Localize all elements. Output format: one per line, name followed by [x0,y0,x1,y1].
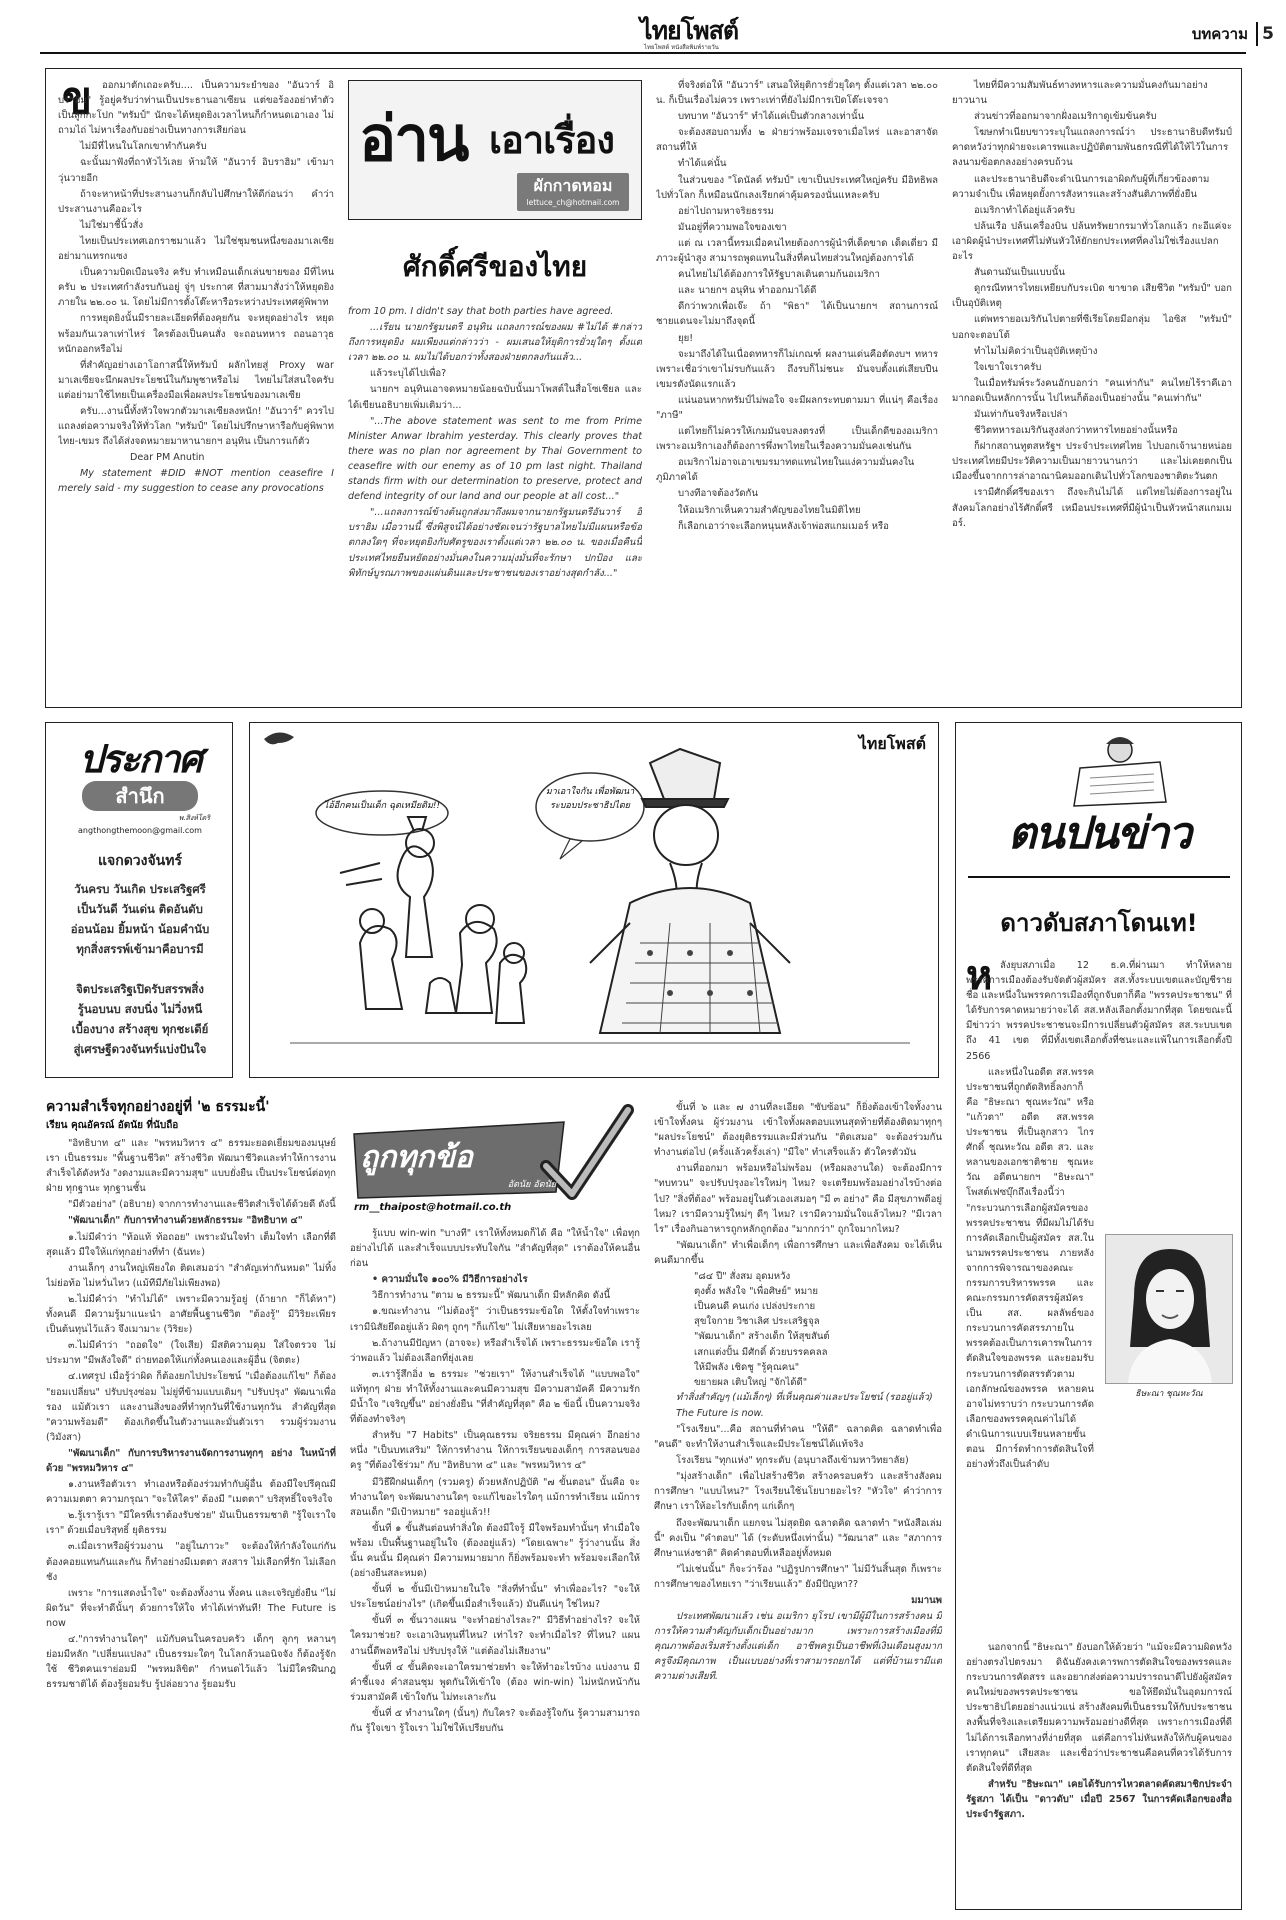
para: ๑.ไม่มีคำว่า "ท้อแท้ ท้อถอย" เพราะมันใจทำ เต็มใจทำ เลือกที่ดีสุดแล้ว มีใจให้แก่ทุกอย่างที่ทำ (ฉันทะ) [46,1231,336,1258]
para: ๔.เทศรูป เมื่อรู้ว่าผิด ก็ต้องยกไปประโยชน์ "เมื่อต้องแก้ไข" ก็ต้อง "ยอมเปลี่ยน" ปรับปรุงซ่อม ไม่ยู่ที่ข้ามแบบเดิมๆ "ปรับปรุง" พัฒนาเพื่อรอง แม้ตัวเรา และงานสิ่งของที่ทำทุกวันที่ใช้งานทุกวัน สำคัญที่สุด "ความพร้อมดี" ต้องเกิดขึ้นในตัวงานและมั่นตัวเรา รวมผู้ร่วมงาน (วิมังสา) [46,1371,336,1443]
poem-box [45,722,233,1078]
dharma-col-c [654,1100,942,1910]
author-name: ผักกาดหอม [533,176,613,195]
para: ดูกรณีทหารไทยเหยียบกับระเบิด ขาขาด เสียชีวิต "ทรัมป์" บอกเป็นอุบัติเหตุ [952,283,1232,310]
thuk-logo: ถูกทุกข้อ [360,1140,473,1175]
para: สันดานมันเป็นแบบนั้น [974,267,1065,279]
poem-title: แจกดวงจันทร์ [97,853,182,869]
poem-email: angthongthemoon@gmail.com [78,826,202,835]
para: โฆษกทำเนียบขาวระบุในแถลงการณ์ว่า ประธานาธิบดีทรัมป์คาดหวังว่าทุกฝ่ายจะเคารพและปฏิบัติตามพันธกรณีที่ได้ให้ไว้ในการลงนามข้อตกลงอย่างครบถ้วน [952,127,1232,169]
para: "มุ่งสร้างเด็ก" เพื่อไปสร้างชีวิต สร้างครอบครัว และสร้างสังคม การศึกษา "แบบไหน?" โรงเรียนใช้นโยบายอะไร? "หัวใจ" คำว่าการศึกษา เราให้อะไรกับเด็กๆ แก่เด็กๆ [654,1471,942,1513]
article-col-b [348,304,642,704]
cartoon-logo: ไทยโพสต์ [858,734,926,753]
author-email: lettuce_ch@hotmail.com [526,198,620,207]
para: งานเล็กๆ งานใหญ่เพียงใด ติดเสมอว่า "สำคัญเท่ากันหมด" ไม่ทิ้ง ไม่ย่อท้อ ไม่หวั่นไหว (แม้ทีมีภัยไม่เพียงพอ) [46,1262,336,1289]
para: "โรงเรียน"...คือ สถานที่ทำคน "ให้ดี" ฉลาดคิด ฉลาดทำเพื่อ "คนดี" จะทำให้งานสำเร็จและมีประโยชน์ได้แท้จริง [654,1423,942,1451]
para: มีวิธีฝึกฝนเด็กๆ (รวมครู) ด้วยหลักปฏิบัติ "๗ ขั้นตอน" นั้นคือ จะทำงานใดๆ จะพัฒนางานใดๆ จะแก้ไขอะไรใดๆ แม้การทำเรียน แม้การสอนเด็ก "มีเป้าหมาย" รออยู่แล้ว!! [350,1476,640,1518]
para: เป็นความบิดเบือนจริง ครับ ทำเหมือนเด็กเล่นขายของ มีที่ไหนครับ ๒ ประเทศกำลังรบกันอยู่ จู่ๆ ประกาศ ที่สามมาสั่งว่าให้หยุดยิงภายใน ๒๒.๐๐ น. โดยไม่มีการตั้งโต๊ะหารือระหว่างประเทศคู่พิพาท [58,267,334,309]
para: "...The above statement was sent to me from Prime Minister Anwar Ibrahim yesterday. This clearly proves that there was no plan nor agreement by Thai Government to ceasefire with our enemy as of 10 pm last night. Thailand stands firm with our determination to preserve, protect and defend integrity of our land and our people at all cost..." [348,415,642,503]
poem-line: อ่อนน้อม ยิ้มหน้า น้อมคำนับ [70,922,210,936]
para: ที่สำคัญอย่างเอาโอกาสนี้ให้ทรัมป์ ผลักไทยสู่ Proxy war มาเลเซียจะนึกผลประโยชน์ในกัมพูชาหรือไม่ ไทยไม่ใส่สนใจครับ แต่อย่ามาใช้ไทยเป็นเครื่องมือเพื่อผลประโยชน์ของมาเลเซีย [58,359,334,401]
poem-line: สู่เศรษฐีดวงจันทร์แบ่งปันใจ [73,1042,207,1056]
verse-line: เสกแต่งปั้น มีศักดิ์ ด้วยบรรคคลล [694,1346,828,1358]
para: • ความมั่นใจ ๑๐๐% มีวิธีการอย่างไร [372,1274,528,1286]
thuk-logo-box [350,1104,640,1222]
column-logo-big: อ่าน [359,102,468,175]
para: ขั้นที่ ๕ ทำงานใดๆ (นั้นๆ) กับใคร? จะต้องรู้ใจกัน รู้ความสามารถกัน รู้ใจเขา รู้ใจเรา ไม่ใช่ให้เปรียบกัน [350,1707,640,1734]
para: แล้วระบุได้ไปเพื่อ? [370,368,447,380]
para: ในเมื่อทรัมพ์ระวังคนอักบอกว่า "คนเท่ากัน" คนไทยไร้ราคีเอามากอดเป็นหลักการนั้น ไปไหนก็ต้องเป็นอย่างนั้น "คนเท่ากัน" [952,377,1232,404]
para: ๓.เรารู้สึกอิ่ง ๒ ธรรมะ "ช่วยเรา" ให้งานสำเร็จได้ "แบบพอใจ" แท้ทุกๆ ฝ่าย ทำให้ทั้งงานและคนมีความสุข มีความสามัคคี มีความรัก มีน้ำใจ "เจริญขึ้น" อย่างยั่งยืน "ที่สำคัญที่สุด" คือ ๒ ข้อนี้ เป็นความจริงที่ต้องทำจริงๆ [350,1368,640,1426]
para: ไทยเป็นประเทศเอกราชมาแล้ว ไม่ใช่ชุมชนหนึ่งของมาเลเซีย อย่ามาแทรกแซง [58,235,334,263]
dharma-col-a [46,1136,336,1910]
para: โรงเรียน "ทุกแห่ง" ทุกระดับ (อนุบาลถึงเข้ามหาวิทยาลัย) [676,1455,909,1467]
masthead-tagline: ไทยโพสต์ หนังสือพิมพ์รายวัน [644,44,719,51]
article-col-d [952,78,1232,702]
para: ออกมาตักเถอะครับ.... เป็นความระยำของ "อันวาร์ อิบราฮิม" รู้อยู่ครับว่าท่านเป็นประธานอาเซียน แต่ขอร้องอย่าทำตัวเป็นลูกกะโปก "ทรัมป์" นักจะได้หยุดยิงเวลาไหนก็กำหนดเอาเอง ไม่ถามไถ่ ไม่หาเรื่องกับอย่างเป็นทางการเสียก่อน [58,80,334,137]
para: ก็ฝากสถานทูตสหรัฐฯ ประจำประเทศไทย ไปบอกเจ้านายหน่อย ประเทศไทยมีประวัติความเป็นมายาวนานกว่า และไม่เคยตกเป็นเมืองขึ้นจากการล่าอาณานิคมออกเดินไปทั่วโลกของชาติตะวันตก [952,441,1232,483]
para: บทบาท "อันวาร์" ทำได้แค่เป็นตัวกลางเท่านั้น [678,111,865,123]
para: แต่ ณ เวลานี้ทรมเมื่อคนไทยต้องการผู้นำที่เด็ดขาด เด็ดเดี่ยว มีภาวะผู้นำสูง สามารถพูดแทนในสิ่งที่คนไทยส่วนใหญ่ต้องการได้ [656,237,938,265]
para: นอกจากนี้ "ธิษะณา" ยังบอกให้ด้วยว่า "แม้จะมีความผิดหวังอย่างตรงไปตรงมา ดิฉันยังคงเคารพการตัดสินใจของพรรคและกระบวนการคัดสรร และอยากส่งต่อความปรารถนาดีไปยังผู้สมัครคนใหม่ของพรรคประชาชน ขอให้ยึดมั่นในอุดมการณ์ประชาธิปไตยอย่างแน่วแน่ สร้างสังคมที่เป็นธรรมให้กับประชาชน ลงพื้นที่จริงและเตรียมความพร้อมอย่างดีที่สุด เพราะการเมืองที่ดีไม่ได้การเลือกทางที่ง่ายที่สุด แต่คือการไม่หันหลังให้กับผู้คนของเราทุกคน" เสียสละ และเชื่อว่าประชาชนคือคนที่ควรได้รับการตัดสินใจที่ดีที่สุด [966,1642,1232,1774]
para: นายกฯ อนุทินเอาจดหมายน้อยฉบับนั้นมาโพสต์ในสื่อโซเชียล และได้เขียนอธิบายเพิ่มเติมว่า... [348,384,642,411]
para: "อิทธิบาท ๔" และ "พรหมวิหาร ๔" ธรรมะยอดเยี่ยมของมนุษย์เรา เป็นธรรมะ "พื้นฐานชีวิต" สร้างชีวิต พัฒนาชีวิตและทำให้การงานสำเร็จได้ดังหวัง "งดงามและมีความสุข" แบบยั่งยืน เป็นประโยชน์ต่อทุกฝ่าย ทุกฐานะ ทุกฐานชั้น [46,1138,336,1195]
drop-cap: ข [62,73,93,124]
para: ไม่มีที่ไหนในโลกเขาทำกันครับ [80,141,207,153]
para: ขั้นที่ ๓ ขั้นวางแผน "จะทำอย่างไรละ?" มีวิธีทำอย่างไร? จะให้ใครมาช่วย? จะเอาเงินทุนที่ไหน? เท่าไร? จะทำเมื่อไร? ที่ไหน? แผนงานนี้ดีพอหรือไม่ ปรับปรุงให้ "แต่ต้องไม่เสียงาน" [350,1615,640,1657]
para: และประธานาธิบดีจะดำเนินการเอาผิดกับผู้ที่เกี่ยวข้องตามความจำเป็น เพื่อหยุดยั้งการสังหารและสร้างสันติภาพที่ยั่งยืน [952,173,1210,200]
thuk-author: อัตนัย อัตนัย [507,1180,556,1190]
para: The Future is now. [676,1407,764,1419]
tonpon-logo: ตนปนข่าว [1007,808,1191,859]
para: ทำได้แค่นั้น [678,158,727,170]
para: เพราะ "การแสดงน้ำใจ" จะต้องทั้งงาน ทั้งคน และเจริญยั่งยืน "ไม่ผิดวัน" ที่จะทำดีนั้นๆ ด้วยการให้ใจ ทำได้เท่าทันที! The Future is now [46,1587,336,1629]
dharma-byline: เรียน คุณอัครณ์ อัตนัย ที่นับถือ [46,1120,179,1131]
para: แต่ไทยก็ไม่ควรให้เกมมันจบลงตรงที่ เป็นเด็กดีของอเมริกา เพราะอเมริกาเองก็ต้องการพึ่งพาไทยในเรื่องความมั่นคงเช่นกัน [656,426,938,453]
para: ขั้นที่ ๖ และ ๗ งานที่ละเอียด "ซับซ้อน" ก็ยิ่งต้องเข้าใจทั้งงาน เข้าใจทั้งคน ผู้ร่วมงาน เข้าใจทั้งผลตอบแทนสุดท้ายที่ต้องติดมาทุกๆ "ผลประโยชน์" ต้องยุติธรรมและมีส่วนกัน "ติดเสมอ" จะต้องร่วมกันทำงานต่อไป (ครั้งแล้วครั้งเล่า) "มีใจ" ทำเสร็จแล้ว ตัวใครตัวมัน [654,1102,942,1159]
para: "มีตัวอย่าง" (อธิบาย) จากการทำงานและชีวิตสำเร็จได้ด้วยดี ดังนี้ [68,1199,336,1211]
para: ๓.เมื่อเราหรือผู้ร่วมงาน "อยู่ในภาวะ" จะต้องให้กำลังใจแก่กัน ต้องคอยแทนกันและกัน ก็ทำอย่างมีเมตตา สงสาร ไม่เลือกที่รัก ไม่เลือกชัง [46,1541,336,1583]
para: ทำสิ่งสำคัญๆ (แม้เล็กๆ) ที่เห็นคุณค่าและประโยชน์ (รออยู่แล้ว) [676,1391,933,1403]
verse-line: ตุงตั้ง พลังใจ "เพื่อศิษย์" หมาย [694,1286,819,1298]
para: ๑.ขณะทำงาน "ไม่ต้องรู้" ว่าเป็นธรรมะข้อใด ให้ตั้งใจทำเพราะเรามีนิสัยยึดอยู่แล้ว ผิดๆ ถูกๆ "ก็แก้ไข" ไม่เสียหายอะไรเลย [350,1306,640,1333]
para: "...แถลงการณ์ข้างต้นถูกส่งมาถึงผมจากนายกรัฐมนตรีอันวาร์ อิบราฮิม เมื่อวานนี้ ซึ่งพิสูจน์ได้อย่างชัดเจนว่ารัฐบาลไทยไม่มีแผนหรือข้อตกลงใดๆ ที่จะหยุดยิงกับศัตรูของเราตั้งแต่เวลา ๒๒.๐๐ น. ของเมื่อคืนนี้ ประเทศไทยยืนหยัดอย่างมั่นคงในความมุ่งมั่นที่จะรักษา ปกป้อง และพิทักษ์บูรณภาพของแผ่นดินและประชาชนของเราอย่างสุดกำลัง..." [348,507,642,579]
para: สำหรับ "ธิษะณา" เคยได้รับการไหวตลาดคัดสมาชิกประจำรัฐสภา ได้เป็น "ดาวดับ" เมื่อปี 2567 ในการคัดเลือกของสื่อประจำรัฐสภา. [966,1778,1232,1821]
poem-line: วันครบ วันเกิด ประเสริฐศรี [74,882,206,896]
para: ถ้าจะหาหน้าที่ประสานงานก็กลับไปศึกษาให้ดีก่อนว่า คำว่าประสานงานคืออะไร [58,188,334,215]
poem-logo-subtitle: สำนึก [115,784,165,808]
reading-man-illustration [1060,728,1180,808]
para: ๓.ไม่มีคำว่า "ถอดใจ" (ใจเสีย) มีสติความคุม ใส่ใจตรวจ ไม่ประมาท "มีพลังใจดี" ถ่ายทอดให้แก่ทั้งคนเองและผู้อื่น (จิตตะ) [46,1340,336,1367]
para: "พัฒนาเด็ก" กับการบริหารงานจัดการงานทุกๆ อย่าง ในหน้าที่ด้วย "พรหมวิหาร ๔" [46,1447,336,1474]
page-number: 5 [1256,22,1278,46]
para: มันอยู่ที่ความพอใจของเขา [678,221,787,233]
para: อย่าไปถามหาจริยธรรม [678,205,774,217]
para: มันเท่ากันจริงหรือเปล่า [974,408,1068,420]
para: จะมาถึงได้ในเนื่อดทหารก็ไม่เกณฑ์ ผลงานเด่นคือตัดงบฯ ทหารเพราะเชื่อว่าเขาไม่รบกันแล้ว ถึงรบก็ไม่ชนะ มันจบตั้งแต่เสียบปืนเขมรดังนัดแรกแล้ว [656,348,938,390]
signature: มมานพ [911,1595,942,1606]
para: การหยุดยิงนั้นมีรายละเอียดที่ต้องคุยกัน จะหยุดอย่างไร หยุดพร้อมกันเวลาเท่าไหร่ ใครต้องเป็นคนสั่ง จะถอนทหาร ถอนอาวุธหนักออกหรือไม่ [58,313,334,355]
cartoon-frame [249,722,939,1078]
section-label: บทความ [1191,25,1248,43]
para: ครับ...งานนี้ทั้งหัวใจพวกตัวมาเลเซียลงหนัก! "อันวาร์" ควรไปแถลงต่อความจริงให้ทั่วโลก "ทรัมป์" โดยไม่ปรึกษาหารือกับคู่พิพาทไทย-เขมร ถึงได้ส่งจดหมายมาหานายกฯ อนุทิน เป็นการแก้ตัว [58,405,334,448]
para: บางทีอาจต้องวัดกัน [678,488,758,500]
poem-line: เบื้องบาง สร้างสุข ทุกชะเดีย์ [71,1022,209,1036]
article-headline: ศักดิ์ศรีของไทย [402,250,588,283]
para: อเมริกาทำได้อยู่แล้วครับ [974,204,1075,216]
para: ๒.ถ้างานมีปัญหา (อาจจะ) หรือสำเร็จได้ เพราะธรรมะข้อใด เรารู้ว่าพอแล้ว ไม่ต้องเลือกที่ยุ่งเลย [350,1337,640,1364]
para: ส่วนข่าวที่ออกมาจากฝั่งอเมริกาดูเข้มข้นครับ [974,111,1157,123]
para: งานที่ออกมา พร้อมหรือไม่พร้อม (หรือผลงานใด) จะต้องมีการ "ทบทวน" จะปรับปรุงอะไรใหม่ๆ ไหม? จะเตรียมพร้อมอย่างไรบ้างต่อไป? "สิ่งที่ต้อง" พร้อมอยู่ในตัวเองเสมอๆ "มี ๓ อย่าง" คือ มีสุขภาพดีอยู่ไหม? เรามีความรู้ใหม่ๆ ดีๆ ไหม? เรามีความมั่นใจแล้วไหม? "มีเวลาไร" เรื่องกินอาหารถูกหลักถูกต้อง "มากกว่า" ถูกใจมากไหม? [654,1163,942,1235]
thuk-email: rm__thaipost@hotmail.co.th [354,1202,512,1213]
para: "ไม่เช่นนั้น" ก็จะว่าร้อง "ปฏิรูปการศึกษา" ไม่มีวันสิ้นสุด ก็เพราะการศึกษาของไทยเรา "ว่าเรียนแล้ว" ยังมีปัญหา?? [654,1563,942,1590]
para: ๑.งานหรือตัวเรา ทำเองหรือต้องร่วมทำกับผู้อื่น ต้องมีใจปรีคุณมีความเมตตา ความกรุณา "จะให้ใคร" ต้องมี "เมตตา" บริสุทธิ์ใจจริงใจ [46,1479,336,1506]
para: ยุย! [678,332,694,344]
para: ๒.ไม่มีคำว่า "ทำไม่ได้" เพราะมีความรู้อยู่ (ถ้ายาก "ก็ได้หา") ทั้งคนดี มีความรู้มาแนะนำ อาศัยพื้นฐานชีวิต "ต้องรู้" มีวิริยะเพียร เป็นต้นทุนไว้แล้ว จึงเมามาะ (วิริยะ) [46,1293,336,1336]
para: ปล้นเรือ ปล้นเครื่องบิน ปล้นทรัพยากรมาทั่วโลกแล้ว กะอีแค่จะเอาผิดผู้นำประเทศที่ไม่ทันหัวให้ยักยกประเทศที่คงไม่ใช่เรื่องแปลกอะไร [952,220,1232,263]
dharma-headline: ความสำเร็จทุกอย่างอยู่ที่ '๒ ธรรมะนี้' [46,1099,270,1115]
poem-logo-plate [82,781,198,811]
para: เรามีศักดิ์ศรีของเรา ถึงจะกินไม่ได้ แต่ไทยไม่ต้องการอยู่ในสังคมโลกอย่างไร้ศักดิ์ศรี เหมือนประเทศที่มีผู้นำเป็นหัวหน้าสแกมเมอร์. [952,487,1232,529]
column-logo-small: เอาเรื่อง [489,118,614,162]
para: "พัฒนาเด็ก" ทำเพื่อเด็กๆ เพื่อการศึกษา และเพื่อสังคม จะได้เห็นคนดีมากขึ้น [654,1239,942,1266]
verse-line: ขยายผล เติบใหญ่ "จักได้ดี" [694,1376,808,1388]
portrait-caption: ธิษะณา ชุณหะวัณ [1135,1389,1203,1399]
poem-line: จิตประเสริฐเปิดรับสรรพสิ่ง [76,982,204,996]
poem-lines [52,879,228,1071]
tonpon-rule [968,876,1230,878]
para: รู้แบบ win-win "บางที" เราให้ทั้งหมดก็ได้ คือ "ให้น้ำใจ" เพื่อทุกอย่างไปได้ และสำเร็จแบบประทับใจกัน "สำคัญที่สุด" เราต้องให้คนอื่นก่อน [350,1228,640,1270]
para: ทำไมไม่คิดว่าเป็นอุบัติเหตุบ้าง [974,345,1098,357]
tonpon-drop-cap: ห [966,953,993,999]
para: และ นายกฯ อนุทิน ทำออกมาได้ดี [678,285,817,297]
para: จะต้องสอบถามทั้ง ๒ ฝ่ายว่าพร้อมเจรจาเมื่อไหร่ และอาสาจัดสถานที่ให้ [656,127,938,154]
verse-line: เป็นคนดี คนเก่ง เปล่งประกาย [694,1301,816,1313]
para: คนไทยไม่ได้ต้องการให้รัฐบาลเดินตามก้นอเมริกา [678,269,880,281]
para: My statement #DID #NOT mention ceasefire I merely said - my suggestion to cease any provocations [58,468,334,495]
article-col-c [656,78,938,702]
para: ขั้นที่ ๒ ขั้นมีเป้าหมายในใจ "สิ่งที่ทำนั้น" ทำเพื่ออะไร? "จะให้ประโยชน์อย่างไร" (เกิดขึ้นเมื่อสำเร็จแล้ว) มันดีแน่ๆ ใช่ไหม? [350,1584,640,1611]
verse-line: ให้มีพลัง เชิดชู "รู้คุณคน" [694,1361,800,1373]
para: from 10 pm. I didn't say that both parties have agreed. [348,306,614,317]
para: ไม่ใช่มาชี้นิ้วสั่ง [80,219,144,231]
poem-logo-title: ประกาศ [79,737,201,781]
para: ก็เลือกเอาว่าจะเลือกหนุนหลังเจ้าพ่อสแกมเมอร์ หรือ [678,520,889,532]
para: ฉะนั้นมาฟังที่ถาหัวไว้เลย ห้ามให้ "อันวาร์ อิบราฮิม" เข้ามาวุ่นวายอีก [58,157,334,184]
dharma-col-b [350,1226,640,1910]
poem-line: เป็นวันดี วันเด่น ติดอันดับ [77,902,203,916]
para: ๒.รู้เรารู้เรา "มีใครที่เราต้องรับช่วย" มันเป็นธรรมชาติ "รู้ใจเราใจเรา" ด้วยเมื่อบริสุทธิ์ ยุติธรรม [46,1510,336,1537]
verse-line: สุขใจกาย วิชาเลิศ ประเสริฐจุล [694,1316,820,1328]
para: ในส่วนของ "โดนัลด์ ทรัมป์" เขาเป็นประเทศใหญ่ครับ มีอิทธิพลไปทั่วโลก ก็เหมือนนักเลงเรียกค่าคุ้มครองนั่นแหละครับ [656,174,938,201]
tonpon-col-b [966,1640,1232,1904]
masthead [40,16,1274,52]
header-rule [40,52,1246,54]
para: ให้อเมริกาเห็นความสำคัญของไทยในมิติไทย [678,504,861,516]
para: "พัฒนาเด็ก" กับการทำงานด้วยหลักธรรมะ "อิทธิบาท ๔" [68,1215,303,1227]
para: และหนึ่งในอดีต สส.พรรคประชาชนที่ถูกตัดสิทธิ์ลงกาก็คือ "ธิษะณา ชุณหะวัณ" หรือ "แก้วตา" อดีต สส.พรรคประชาชน ที่เป็นลูกสาว ไกรศักดิ์ ชุณหะวัณ อดีต สว. และหลานของเอกชาติชาย ชุณหะวัณ อดีตนายกฯ "ธิษะณา" โพสต์เฟซบุ๊กถึงเรื่องนี้ว่า "กระบวนการเลือกผู้สมัครของพรรคประชาชน ที่มีผมไม่ได้รับการคัดเลือกเป็นผู้สมัคร สส.ในนามพรรคประชาชน ภายหลังจากการพิจารณาของคณะกรรมการบริหารพรรค และคณะกรรมการคัดสรรผู้สมัครเป็น สส. ผลลัพธ์ของกระบวนการคัดสรรภายในพรรคต้องเป็นการเคารพในการตัดสินใจของพรรค และยอมรับกระบวนการตัดสรรตัวตามเอกลักษณ์ของพรรค หลายคนอาจไม่ทราบว่า กระบวนการคัดเลือกของพรรคคุณค่าไม่ได้ดำเนินการแบบเรียนหลายขั้นตอน มีการ์ดทำการตัดสินใจที่อย่างทั่วถึงเป็นลำดับ [966,1066,1094,1471]
para: วิธีการทำงาน "ตาม ๒ ธรรมะนี้" พัฒนาเด็ก มีหลักคิด ดังนี้ [372,1290,611,1302]
para: ประเทศพัฒนาแล้ว เช่น อเมริกา ยุโรป เขามีผู้มีในการสร้างคน มีการให้ความสำคัญกับเด็กเป็นอย่างมาก เพราะการสร้างเมืองที่มีคุณภาพต้องเริ่มสร้างตั้งแต่เด็ก อาชีพครูเป็นอาชีพที่เงินเดือนสูงมาก ครูจึงมีคุณภาพ เป็นแบบอย่างที่เราสามารถยกได้ แต่ที่บ้านเรามีแต่ความต่างเสียที. [654,1611,942,1683]
tonpon-headline: ดาวดับสภาโดนเท! [1000,909,1198,937]
para: อเมริกาไม่อาจเอาเขมรมาทดแทนไทยในแง่ความมั่นคงในภูมิภาคได้ [656,457,915,484]
cartoon-bubble-right: มาเอาใจกัน เพื่อพัฒนาระบอบประชาธิปไตย [545,787,635,811]
poem-author: พ.สิงห์โตริ [178,814,210,822]
article-col-a [58,73,334,702]
para: ๔."การทำงานใดๆ" แม้กับคนในครอบครัว เด็กๆ ลูกๆ หลานๆ ย่อมมีหลัก "เปลี่ยนแปลง" เป็นธรรมะใดๆ ในโลกล้วนอนิจจัง ก็ต้องรู้จักใช้ ชีวิตคนเราย่อมมี "พรหมลิขิต" กำหนดไว้แล้ว ไม่มีใครฝืนกฎธรรมชาติได้ ต้องรู้ยอมรับ รู้ปล่อยวาง รู้ยอมรับ [46,1634,336,1691]
poem-line: รู้นอบนบ สงบนิ่ง ไม่วิ่งหนี [77,1002,203,1016]
para: ถึงจะพัฒนาเด็ก แยกจน ไม่สุดยิด ฉลาดคิด ฉลาดทำ "หนังสือเล่มนี้" คงเป็น "คำตอบ" ได้ (ระดับหนึ่งเท่านั้น) "วัฒนาส" และ "สภาการศึกษาแห่งชาติ" คิดคำตอบที่เหลืออยู่ทั้งหมด [654,1517,942,1559]
para: ลังยุบสภาเมื่อ 12 ธ.ค.ที่ผ่านมา ทำให้หลายพรรคการเมืองต้องรับจัดตัวผู้สมัคร สส.ทั้งระบบเขตและบัญชีรายชื่อ และหนึ่งในพรรคการเมืองที่ถูกจับตาก็คือ "พรรคประชาชน" ที่ได้รับการคาดหมายว่าจะได้ สส.หลังเลือกตั้งมากที่สุด โดยขณะนี้มีข่าวว่า พรรคประชาชนจะมีการเปลี่ยนตัวผู้สมัคร สส.ระบบเขตถึง 41 เขต ที่มีทั้งเขตเลือกตั้งที่ชนะและแพ้ในการเลือกตั้งปี 2566 [966,960,1232,1062]
verse-line: "๘๔ ปี" สั่งสม อุดมหวัง [694,1271,791,1283]
verse-line: "พัฒนาเด็ก" สร้างเด็ก ให้สุขสันต์ [694,1331,830,1343]
cartoon-illustration [250,723,938,1077]
para: แต่พทรายอเมริกันไปตายที่ซีเรียโดยมีอกลุ่ม ไอซิส "ทรัมป์" บอกจะตอบโต้ [952,314,1232,341]
poem-line: ทุกสิ่งสรรพ์เข้ามาคือบารมี [76,942,204,956]
verse-block [654,1269,942,1390]
para: Dear PM Anutin [130,452,205,464]
para: ไทยที่มีความสัมพันธ์ทางทหารและความมั่นคงกันมาอย่างยาวนาน [952,80,1208,107]
para: ขั้นที่ ๑ ขั้นสันต่อนทำสิ่งใด ต้องมีใจรู้ มีใจพร้อมทำนั้นๆ ทำเมื่อใจพร้อม เป็นพื้นฐานอยู่ในใจ (ต้องอยู่แล้ว) "โดยเฉพาะ" รู้ว่างานนั้น สิ่งนั้น คนนั้น มีคุณค่า มีความหมายมาก ก็ยิ่งพร้อมจะทำ พร้อมจะเลือกให้ (อย่างยืนสละหมด) [350,1522,640,1580]
para: ดีกว่าพวกเพื่อเจ๊ะ ถ้า "พิธา" ได้เป็นนายกฯ สถานการณ์ชายแดนจะไม่มาถึงจุดนี้ [656,301,938,328]
para: สำหรับ "7 Habits" เป็นคุณธรรม จริยธรรม มีคุณค่า อีกอย่างหนึ่ง "เป็นบทเสริม" ให้การทำงาน ให้การเรียนของเด็กๆ การสอนของครู "ที่ต้องใช้ร่วม" กับ "อิทธิบาท ๔" และ "พรหมวิหาร ๔" [350,1430,640,1472]
para: ...เรียน นายกรัฐมนตรี อนุทิน แถลงการณ์ของผม #ไม่ได้ #กล่าวถึงการหยุดยิง ผมเพียงแต่กล่าวว่า - ผมเสนอให้ยุติการยั่วยุใดๆ ตั้งแต่เวลา ๒๒.๐๐ น. ผมไม่ได้บอกว่าทั้งสองฝ่ายตกลงกันแล้ว... [348,322,642,364]
para: แน่นอนหากทรัมป์ไม่พอใจ จะมีผลกระทบตามมา ที่แน่ๆ คือเรื่อง "ภาษี" [656,394,938,421]
cartoon-bubble-left: ไอ้อีกคนเป็นเด็ก ฉุดเหมียดิม!! [323,801,441,811]
poem-line [52,959,228,979]
author-plate [517,173,629,211]
para: ใจเขาใจเราครับ [974,361,1042,373]
para: ที่จริงต่อให้ "อันวาร์" เสนอให้ยุติการยั่วยุใดๆ ตั้งแต่เวลา ๒๒.๐๐ น. ก็เป็นเรื่องไม่ควร เพราะเท่าที่ยังไม่มีการเปิดโต๊ะเจรจา [656,80,938,107]
column-logo-box [348,80,642,220]
para: ขั้นที่ ๔ ขั้นคิดจะเอาใครมาช่วยทำ จะให้ทำอะไรบ้าง แบ่งงาน มีคำชี้แจง คำสอนชุม พูดกันให้เข้าใจ (ต้อง win-win) ไม่หนักหน้ากัน ร่วมสามัคคี เข้าใจกัน ไม่ทะเลาะกัน [350,1661,640,1703]
para: ชีวิตทหารอเมริกันสูงส่งกว่าทหารไทยอย่างนั้นหรือ [974,425,1178,437]
masthead-logo: ไทยโพสต์ [640,16,739,45]
